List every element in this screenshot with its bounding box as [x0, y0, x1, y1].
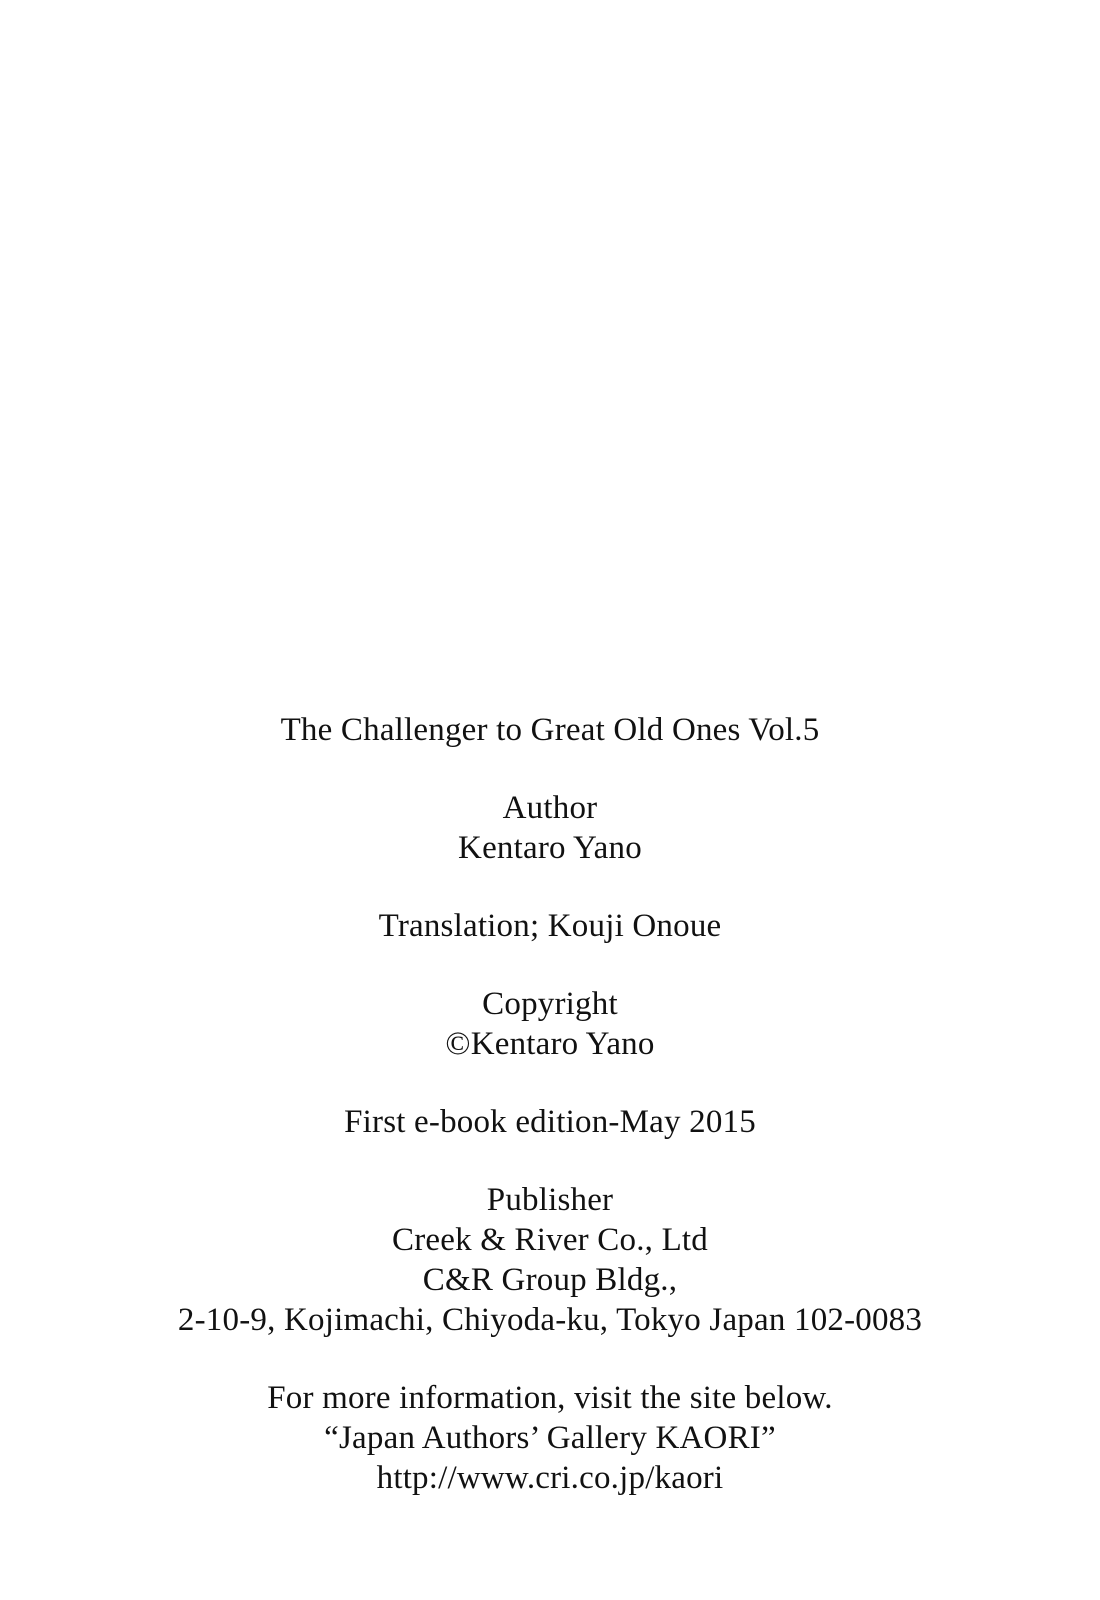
publisher-building: C&R Group Bldg., — [422, 1262, 678, 1298]
book-title: The Challenger to Great Old Ones Vol.5 — [280, 712, 820, 748]
site-name: “Japan Authors’ Gallery KAORI” — [324, 1420, 776, 1456]
author-label: Author — [502, 790, 598, 826]
author-name: Kentaro Yano — [458, 830, 642, 866]
publisher-name: Creek & River Co., Ltd — [391, 1222, 708, 1258]
colophon-page — [0, 710, 1100, 1536]
translation-credit: Translation; Kouji Onoue — [378, 908, 722, 944]
site-url-link[interactable]: http://www.cri.co.jp/kaori — [376, 1460, 724, 1496]
title-block — [0, 710, 1100, 750]
translation-block — [0, 906, 1100, 946]
edition-block — [0, 1102, 1100, 1142]
copyright-holder: ©Kentaro Yano — [445, 1026, 655, 1062]
copyright-block — [0, 984, 1100, 1064]
edition-text: First e-book edition-May 2015 — [344, 1104, 756, 1140]
publisher-address: 2-10-9, Kojimachi, Chiyoda-ku, Tokyo Japan 102-0083 — [177, 1302, 923, 1338]
info-block — [0, 1378, 1100, 1498]
info-intro: For more information, visit the site below. — [267, 1380, 833, 1416]
publisher-label: Publisher — [486, 1182, 614, 1218]
author-block — [0, 788, 1100, 868]
publisher-block — [0, 1180, 1100, 1340]
copyright-label: Copyright — [482, 986, 618, 1022]
